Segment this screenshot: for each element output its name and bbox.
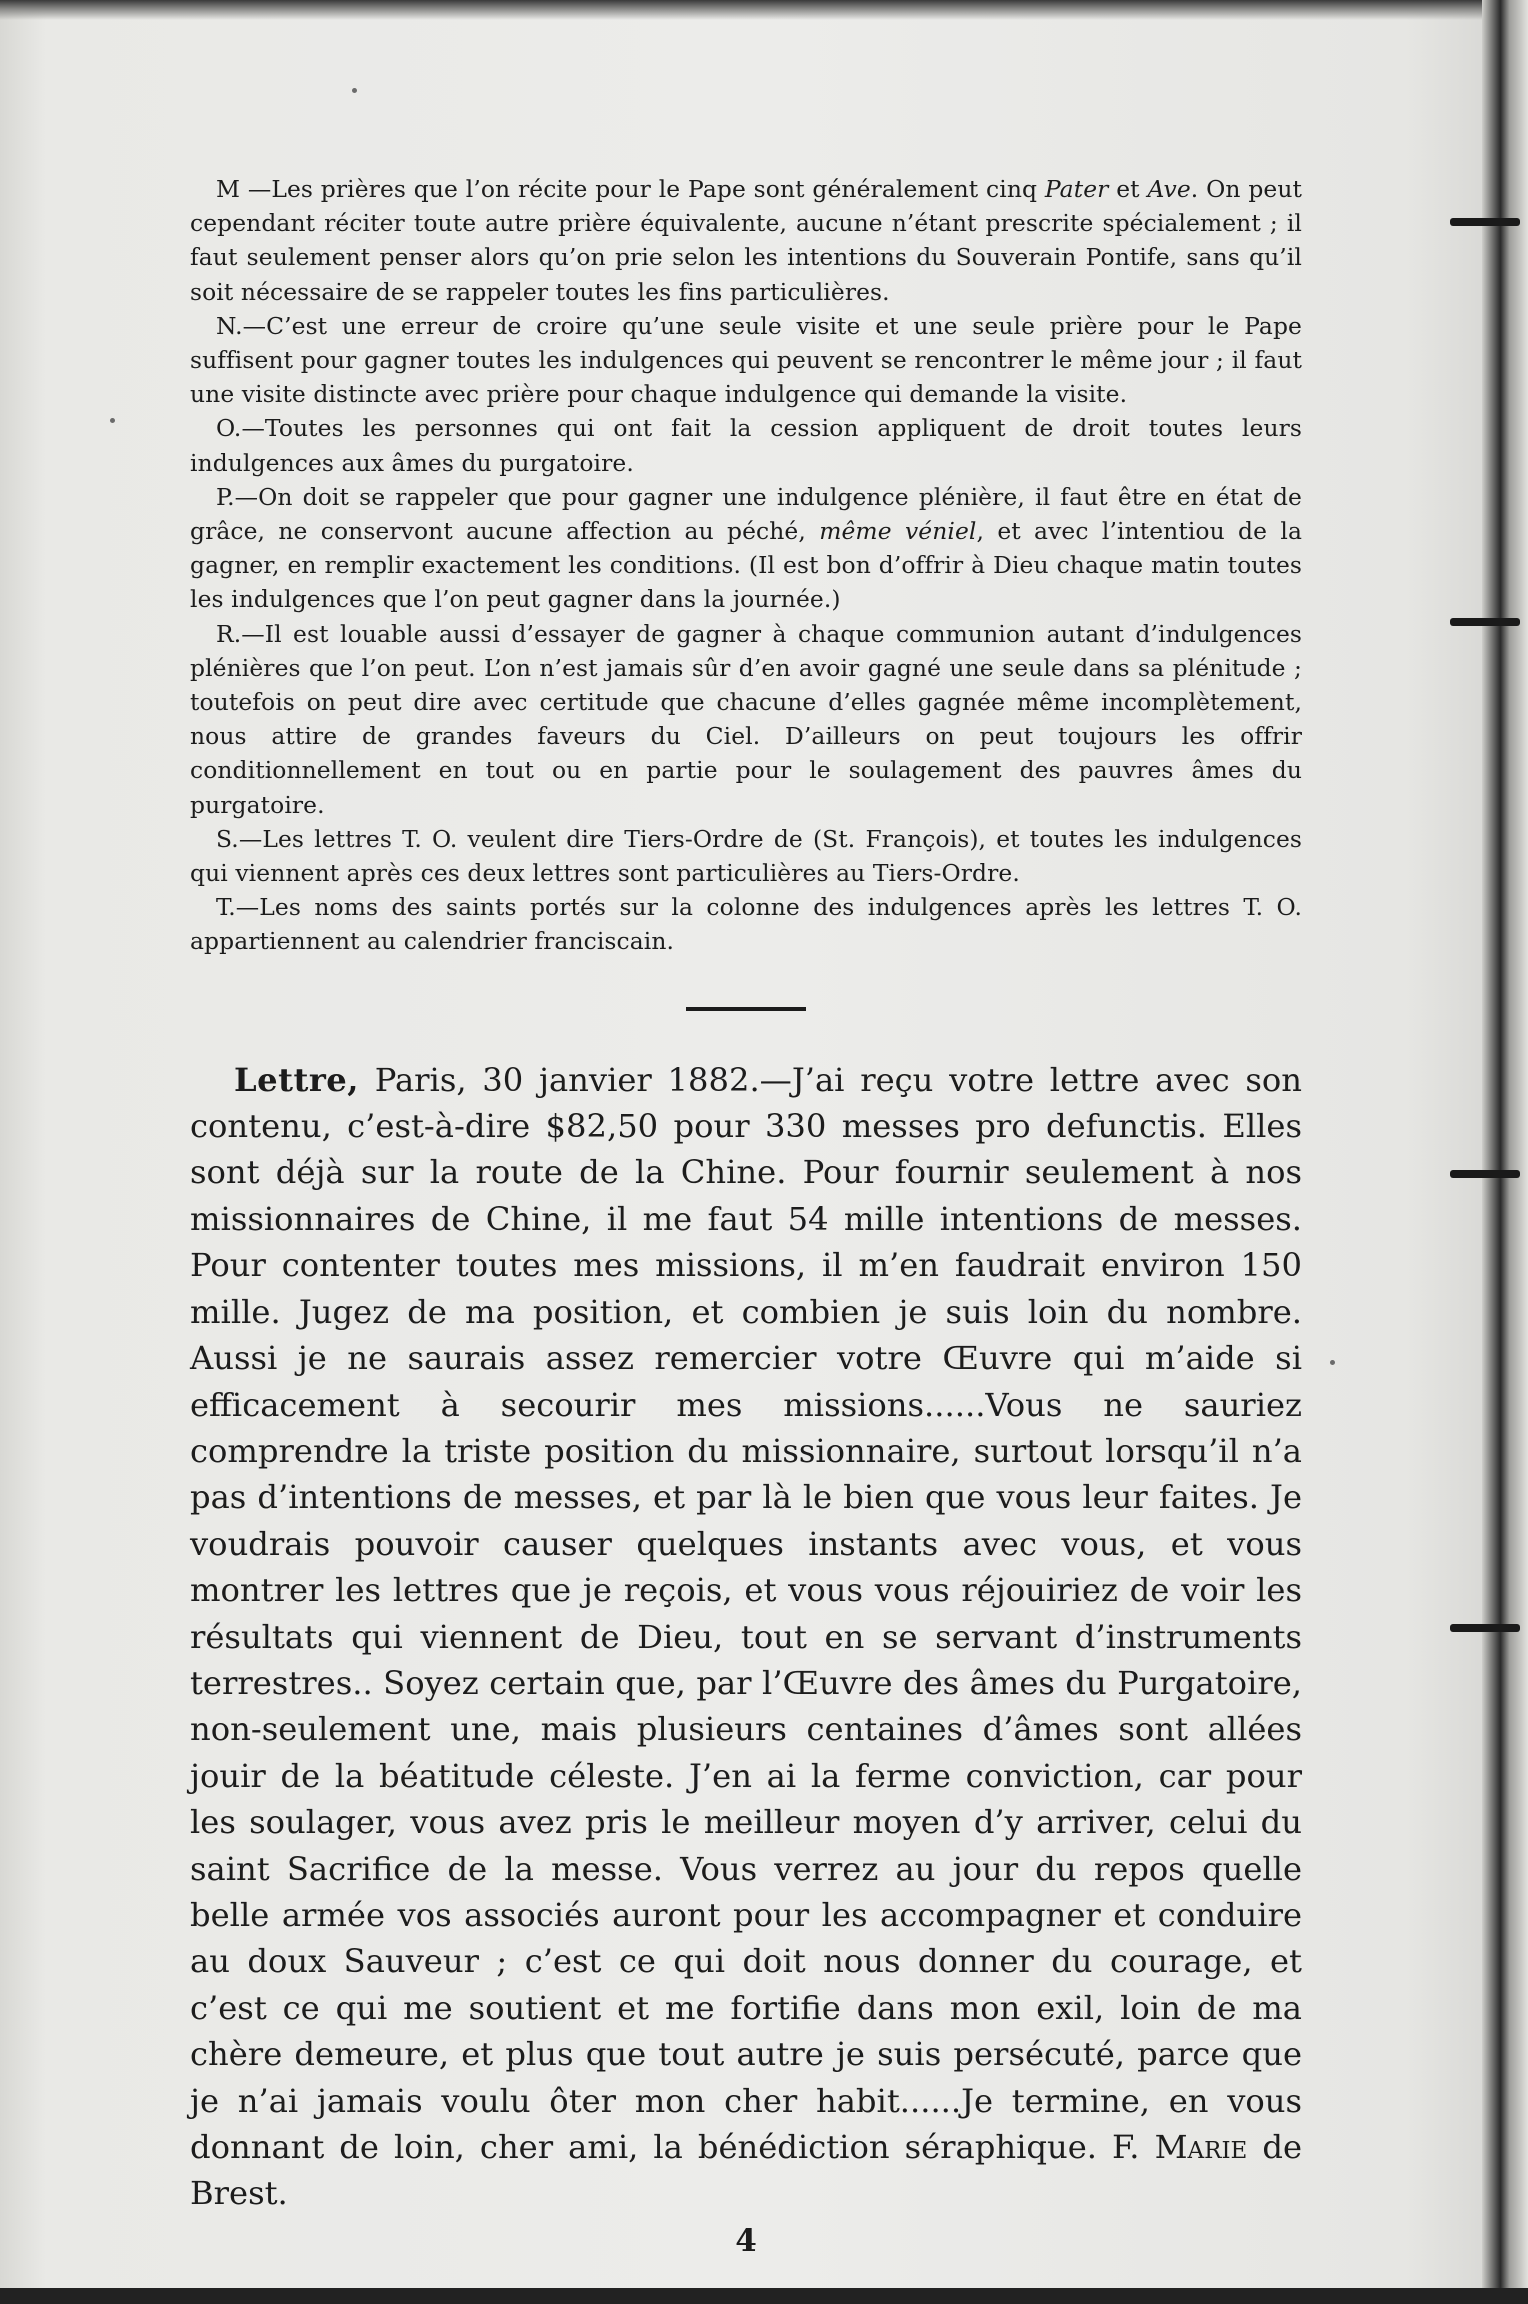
- page-content: [190, 172, 1302, 2259]
- note-paragraph-p: P.—On doit se rappeler que pour gagner une indulgence plénière, il faut être en état de grâce, ne conservont aucune affection au péché, même véniel, et avec l’intentiou de la gagner, en remplir exactement les conditions. (Il est bon d’offrir à Dieu chaque matin toutes les indulgences que l’on peut gagner dans la journée.): [190, 482, 1302, 614]
- signature-rest: de Brest.: [190, 2128, 1302, 2213]
- section-divider: [686, 1007, 806, 1011]
- letter-body: Paris, 30 janvier 1882.—J’ai reçu votre lettre avec son contenu, c’est-à-dire $82,50 pour 330 messes pro defunctis. Elles sont déjà sur la route de la Chine. Pour fournir seulement à nos missionnaires de Chine, il me faut 54 mille intentions de messes. Pour contenter toutes mes missions, il m’en faudrait environ 150 mille. Jugez de ma position, et combien je suis loin du nombre. Aussi je ne saurais assez remercier votre Œuvre qui m’aide si efficacement à secourir mes missions......Vous ne sauriez comprendre la triste position du missionnaire, surtout lorsqu’il n’a pas d’intentions de messes, et par là le bien que vous leur faites. Je voudrais pouvoir causer quelques instants avec vous, et vous montrer les lettres que je reçois, et vous vous réjouiriez de voir les résultats qui viennent de Dieu, tout en se servant d’instruments terrestres.. Soyez certain que, par l’Œuvre des âmes du Purgatoire, non-seulement une, mais plusieurs centaines d’âmes sont allées jouir de la béatitude céleste. J’en ai la ferme conviction, car pour les soulager, vous avez pris le meilleur moyen d’y arriver, celui du saint Sacrifice de la messe. Vous verrez au jour du repos quelle belle armée vos associés auront pour les accompagner et conduire au doux Sauveur ; c’est ce qui doit nous donner du courage, et c’est ce qui me soutient et me fortifie dans mon exil, loin de ma chère demeure, et plus que tout autre je suis persécuté, parce que je n’ai jamais voulu ôter mon cher habit......Je termine, en vous donnant de loin, cher ami, la bénédiction séraphique. F.: [190, 1060, 1302, 2167]
- letter-section: [190, 1057, 1302, 2217]
- bottom-edge-shadow: [0, 2288, 1528, 2304]
- ink-speck: [352, 88, 357, 93]
- binding-staple: [1450, 1170, 1520, 1178]
- top-edge-shadow: [0, 0, 1528, 20]
- notes-section: [190, 172, 1302, 959]
- binding-staple: [1450, 618, 1520, 626]
- ink-speck: [1330, 1360, 1335, 1365]
- note-paragraph-o: O.—Toutes les personnes qui ont fait la cession appliquent de droit toutes leurs indulgences aux âmes du purgatoire.: [190, 414, 1302, 477]
- binding-staple: [1450, 218, 1520, 226]
- letter-heading: Lettre,: [234, 1060, 359, 1099]
- note-paragraph-s: S.—Les lettres T. O. veulent dire Tiers-Ordre de (St. François), et toutes les indulgences qui viennent après ces deux lettres sont particulières au Tiers-Ordre.: [190, 824, 1302, 888]
- note-paragraph-m: M —Les prières que l’on récite pour le Pape sont généralement cinq Pater et Ave. On peut cependant réciter toute autre prière équivalente, aucune n’étant prescrite spécialement ; il faut seulement penser alors qu’on prie selon les intentions du Souverain Pontife, sans qu’il soit nécessaire de se rappeler toutes les fins particulières.: [190, 175, 1303, 306]
- italic-term: Ave: [1147, 175, 1191, 203]
- ink-speck: [110, 418, 115, 423]
- letter-paragraph: [190, 1057, 1302, 2217]
- note-paragraph-r: R.—Il est louable aussi d’essayer de gagner à chaque communion autant d’indulgences plénières que l’on peut. L’on n’est jamais sûr d’en avoir gagné une seule dans sa plénitude ; toutefois on peut dire avec certitude que chacune d’elles gagnée même incomplètement, nous attire de grandes faveurs du Ciel. D’ailleurs on peut toujours les offrir conditionnellement en tout ou en partie pour le soulagement des pauvres âmes du purgatoire.: [190, 619, 1302, 819]
- italic-term: Pater: [1044, 175, 1109, 203]
- note-paragraph-t: T.—Les noms des saints portés sur la colonne des indulgences après les lettres T. O. appartiennent au calendrier franciscain.: [190, 893, 1302, 956]
- binding-staple: [1450, 1624, 1520, 1632]
- note-paragraph-n: N.—C’est une erreur de croire qu’une seule visite et une seule prière pour le Pape suffisent pour gagner toutes les indulgences qui peuvent se rencontrer le même jour ; il faut une visite distincte avec prière pour chaque indulgence qui demande la visite.: [190, 311, 1302, 409]
- spine-binding: [1482, 0, 1528, 2304]
- signature-name: Marie: [1154, 2128, 1248, 2167]
- italic-term: même véniel: [819, 517, 977, 546]
- page-number: 4: [735, 2222, 757, 2259]
